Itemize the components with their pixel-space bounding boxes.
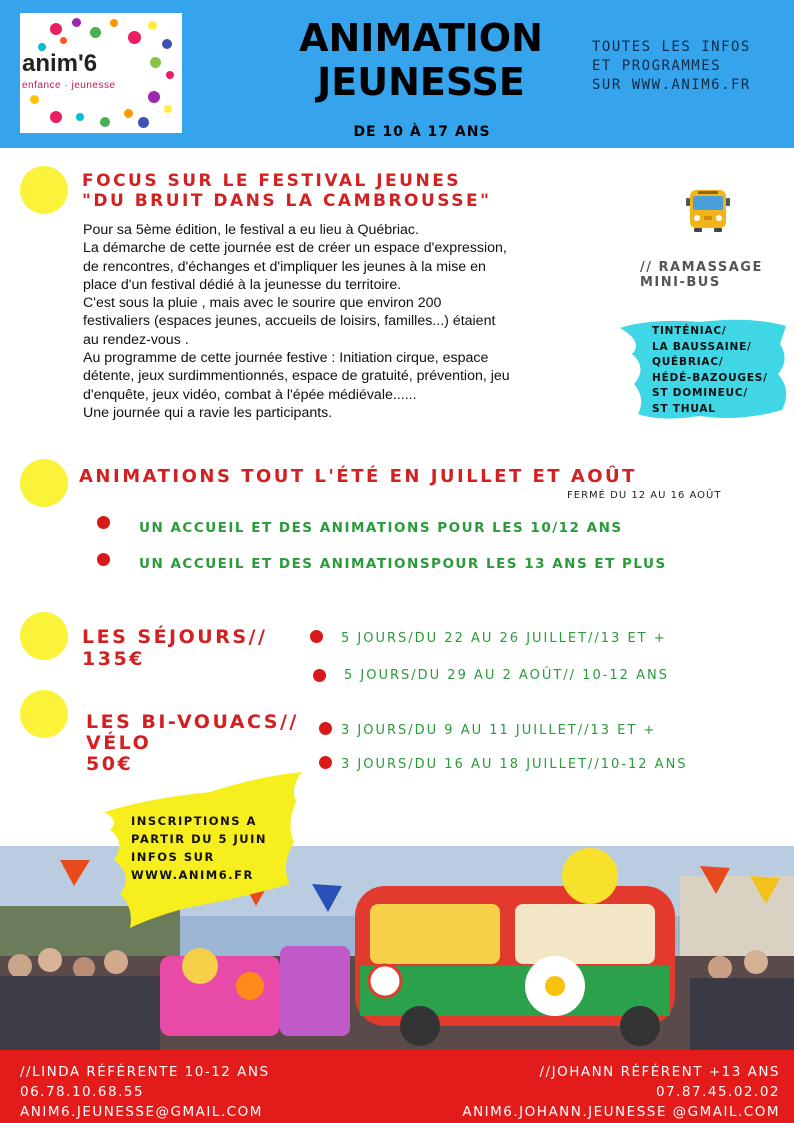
infos-block [592,38,792,95]
summer-item: UN ACCUEIL ET DES ANIMATIONS POUR LES 10/12 ANS [139,520,623,536]
contact-role: //LINDA RÉFÉRENTE 10-12 ANS [20,1064,270,1080]
title-line-1: ANIMATION [299,16,543,60]
focus-title-line-1: FOCUS SUR LE FESTIVAL JEUNES [82,171,462,191]
minibus-label [640,260,763,290]
focus-paragraph [83,221,563,422]
paragraph-line: Une journée qui a ravie les participants. [83,404,333,421]
paragraph-line: de rencontres, d'échanges et d'impliquer les jeunes à la mise en [83,258,486,275]
infos-line: ET PROGRAMMES [592,58,722,74]
age-range: DE 10 À 17 ANS [353,124,491,140]
paragraph-line: La démarche de cette journée est de créer un espace d'expression, [83,240,507,257]
bivouacs-price: 50€ [86,753,134,775]
contact-johann [462,1062,780,1122]
contact-role: //JOHANN RÉFÉRENT +13 ANS [539,1064,780,1080]
sejours-title [82,626,267,670]
red-bullet [97,516,110,529]
contact-email[interactable]: ANIM6.JEUNESSE@GMAIL.COM [20,1104,263,1120]
bivouac-item: 3 JOURS/DU 9 AU 11 JUILLET//13 ET + [341,723,657,738]
sejour-item: 5 JOURS/DU 22 AU 26 JUILLET//13 ET + [341,631,667,646]
minibus-label-line-2: MINI-BUS [640,275,721,290]
infos-line: TOUTES LES INFOS [592,39,751,55]
inscriptions-link[interactable]: WWW.ANIM6.FR [131,868,254,882]
sejours-price: 135€ [82,648,145,670]
minibus-stops [652,324,768,417]
yellow-circle-bullet [20,690,68,738]
summer-item: UN ACCUEIL ET DES ANIMATIONSPOUR LES 13 ANS ET PLUS [139,556,667,572]
red-bullet [319,722,332,735]
stop-item: ST DOMINEUC/ [652,387,749,399]
stop-item: QUÉBRIAC/ [652,356,724,368]
logo-name: anim'6 [22,50,98,77]
contact-linda [20,1062,270,1122]
infos-line: SUR WWW.ANIM6.FR [592,77,751,93]
stop-item: ST THUAL [652,402,716,415]
inscriptions-line: INFOS SUR [131,850,215,864]
paragraph-line: Au programme de cette journée festive : Initiation cirque, espace [83,350,489,367]
closed-note: FERMÉ DU 12 AU 16 AOÛT [567,490,722,501]
paragraph-line: Pour sa 5ème édition, le festival a eu lieu à Québriac. [83,222,419,238]
sejours-title-line-1: LES SÉJOURS// [82,626,268,648]
bus-icon [684,186,732,234]
bivouacs-title [86,712,299,775]
paragraph-line: place d'un festival dédié à la jeunesse du territoire. [83,276,402,293]
paragraph-line: C'est sous la pluie , mais avec le sourire que environ 200 [83,295,442,312]
red-bullet [310,630,323,643]
paragraph-line: d'enquête, jeux vidéo, combat à l'épée médiévale...... [83,386,417,403]
inscriptions-line: INSCRIPTIONS A [131,814,257,828]
inscriptions-line: PARTIR DU 5 JUIN [131,832,268,846]
focus-title-line-2: "DU BRUIT DANS LA CAMBROUSSE" [82,191,492,211]
paragraph-line: détente, jeux surdimmentionnés, espace de gratuité, prévention, jeu [83,368,510,385]
summer-title: ANIMATIONS TOUT L'ÉTÉ EN JUILLET ET AOÛT [79,466,637,487]
bivouac-item: 3 JOURS/DU 16 AU 18 JUILLET//10-12 ANS [341,757,688,772]
red-bullet [319,756,332,769]
bivouacs-title-line-1: LES BI-VOUACS// [86,711,299,733]
yellow-circle-bullet [20,166,68,214]
red-bullet [97,553,110,566]
title-line-2: JEUNESSE [317,60,525,104]
paragraph-line: festivaliers (espaces jeunes, accueils de loisirs, familles...) étaient [83,313,496,330]
red-bullet [313,669,326,682]
stop-item: LA BAUSSAINE/ [652,340,752,353]
minibus-label-line-1: // RAMASSAGE [640,260,763,275]
yellow-circle-bullet [20,612,68,660]
focus-title [82,171,492,211]
sejour-item: 5 JOURS/DU 29 AU 2 AOÛT// 10-12 ANS [344,668,669,683]
contact-phone[interactable]: 07.87.45.02.02 [655,1084,780,1100]
page-title [290,16,552,104]
logo-tagline: enfance · jeunesse [22,80,116,91]
stop-item: TINTÉNIAC/ [652,325,727,337]
stop-item: HÉDÉ-BAZOUGES/ [652,371,768,384]
contact-email[interactable]: ANIM6.JOHANN.JEUNESSE @GMAIL.COM [462,1104,780,1120]
inscriptions-note [131,812,267,884]
paragraph-line: au rendez-vous . [83,331,189,348]
bivouacs-title-line-2: VÉLO [86,732,152,754]
contact-phone[interactable]: 06.78.10.68.55 [20,1084,145,1100]
yellow-circle-bullet [20,459,68,507]
